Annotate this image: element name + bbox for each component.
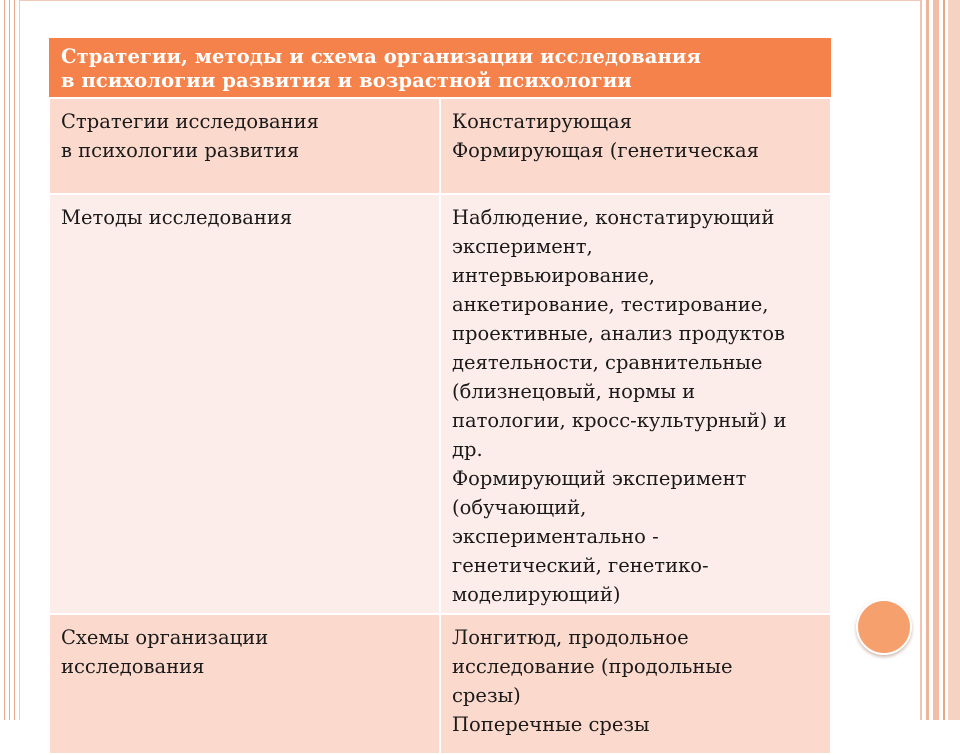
frame-stripe (943, 0, 945, 720)
table-header (49, 38, 831, 98)
strategies-value-cell: Констатирующая Формирующая (генетическая (440, 98, 831, 194)
slide-frame-right (920, 0, 960, 720)
frame-line (9, 0, 10, 720)
slide-frame-top (20, 0, 920, 1)
frame-line (4, 0, 5, 720)
table-row-schemes (49, 614, 831, 754)
schemes-value-cell: Лонгитюд, продольное исследование (продольные срезы) Поперечные срезы (440, 614, 831, 754)
frame-line (14, 0, 15, 720)
methods-value-cell: Наблюдение, констатирующий эксперимент, интервьюирование, анкетирование, тестирование, проективные, анализ продуктов деятельности, сравнительные (близнецовый, нормы и патологии, кросс-культурный) и др. Формирующий эксперимент (обучающий, экспериментально - генетический, генетико- моделирующий) (440, 194, 831, 614)
accent-circle (856, 599, 912, 655)
table-header-text: Стратегии, методы и схема организации исследования в психологии развития и возрастной психологии (61, 45, 701, 92)
schemes-label-cell: Схемы организации исследования (49, 614, 440, 754)
table-row-methods (49, 194, 831, 614)
frame-stripe (920, 0, 922, 720)
slide-frame-left (0, 0, 20, 720)
frame-stripe (926, 0, 929, 720)
research-methods-table (48, 38, 832, 755)
frame-stripe (948, 0, 960, 720)
frame-stripe (933, 0, 939, 720)
table-row-strategies (49, 98, 831, 194)
strategies-label-cell: Стратегии исследования в психологии развития (49, 98, 440, 194)
methods-label-cell: Методы исследования (49, 194, 440, 614)
